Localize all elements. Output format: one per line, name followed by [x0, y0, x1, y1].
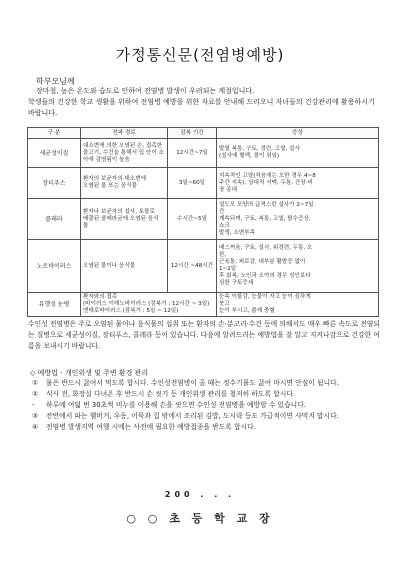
section-heading: ◇ 예방법 - 개인위생 및 주변 환경 관리	[30, 369, 149, 377]
transmission-route	[81, 139, 168, 168]
item-number: ②	[32, 390, 39, 398]
item-text: 식사 전, 화장실 다녀온 후 반드시 손 씻기 등 개인위생 관리를 철저히 하도록 합시다.	[46, 390, 296, 398]
intro-paragraph	[28, 86, 378, 119]
summary-paragraph: 수인성 전염병은 주로 오염된 물이나 음식물의 섭취 또는 환자의 손·분고리·수건 등에 의해서도 매우 빠른 속도로 전염되는 질병으로 세균성이질, 장티푸스, 콜레라 등이 있습니다. 다음에 알려드리는 예방법을 잘 알고 지켜나감으로 건강한 여름을 보내시기 바랍니다.	[28, 320, 380, 350]
symptom-line: 설도모 모양의 급격스런 설사가 2~7일	[219, 201, 314, 208]
header-route: 전파 경로	[81, 128, 168, 139]
table-row	[28, 139, 379, 168]
header-category: 구 분	[28, 128, 81, 139]
route-line: 물	[83, 222, 89, 229]
symptom-line: 발열 복통, 구토, 경련, 고열, 설사	[219, 146, 300, 152]
table-row	[28, 199, 379, 240]
salutation: 학부모님께	[36, 77, 75, 86]
route-line: 환자의 보균자의 대소변에	[83, 176, 146, 182]
transmission-route	[81, 199, 168, 240]
list-item	[30, 422, 380, 433]
table-row	[28, 168, 379, 199]
item-number: -	[32, 401, 35, 409]
incubation-period: 3일~60일	[168, 168, 217, 199]
symptoms	[217, 199, 379, 240]
symptom-line: 근육통, 피로감, 대부분 활발증 없이	[219, 259, 306, 265]
symptom-line: 붓고	[219, 301, 230, 307]
symptom-line: (설사에 혈액, 점이 섞임)	[219, 153, 280, 159]
symptom-line: 눈이 부시고, 붉게 충혈	[219, 308, 275, 314]
page-title: 가정통신문(전염병예방)	[115, 46, 285, 64]
symptoms	[217, 139, 379, 168]
route-line: 환자나 보균자의 설사, 토물로	[83, 208, 155, 215]
route-line: 환자와의 접촉	[83, 294, 118, 300]
route-line: 엔테로바이러스 (잠복기 : 5일 ~ 12일)	[83, 308, 179, 314]
incubation-period: 12시간 ~48시간	[168, 240, 217, 293]
symptom-line: 심한 구토증세	[219, 280, 254, 286]
disease-name: 노로바이러스	[28, 240, 81, 293]
prevention-list	[30, 378, 380, 433]
route-line: 배출된 콜레라균에 오염된 음식	[83, 215, 159, 222]
intro-line-2: 학생들의 건강한 학교 생활을 위하여 전염병 예방을 위한 자료를 안내해 드리오니 자녀들의 건강관리에 활용하시기 바랍니다.	[28, 98, 375, 117]
incubation-period: 수시간~5일	[168, 199, 217, 240]
header-period: 잠복 기간	[168, 128, 217, 139]
disease-name: 유행성 눈병	[28, 293, 81, 317]
table-row	[28, 293, 379, 317]
symptom-line: 지속적인 고열(처음에는 오한 경우 4~8	[219, 172, 316, 179]
route-line: (바이러스 이데노바이러스 (잠복기 : 12시간 ~ 3일)	[83, 301, 210, 307]
symptoms	[217, 293, 379, 317]
list-item	[30, 378, 380, 389]
list-item	[30, 411, 380, 422]
item-text: 잔반에서 파는 햄버거, 우동, 어묵과 집 밖에서 조리된 김밥, 도시락 등도 가급적이면 사먹지 맙시다.	[46, 412, 339, 420]
school-signature: ○ ○ 초 등 학 교 장	[126, 512, 274, 525]
disease-name: 장티푸스	[28, 168, 81, 199]
item-number: ④	[32, 423, 39, 431]
list-item	[30, 389, 380, 400]
item-number: ①	[32, 379, 39, 387]
disease-name: 콜레라	[28, 199, 81, 240]
disease-name: 세균성이질	[28, 139, 81, 168]
symptoms	[217, 240, 379, 293]
issue-date: 200 . . .	[164, 490, 236, 499]
symptom-line: 눈속 이물감, 눈물이 자고 눈이 심하게	[219, 294, 311, 300]
route-line: 오염된 물 또는 음식물	[83, 183, 137, 189]
transmission-route	[81, 240, 168, 293]
symptom-line: 한,	[219, 252, 227, 258]
route-line: 오염된 물이나 음식물	[83, 262, 136, 269]
symptoms	[217, 168, 379, 199]
item-text: 하루에 여덟 번 30초씩 비누를 이용해 손을 씻으면 수인성 전염병을 예방할 수 있습니다.	[46, 401, 306, 409]
disease-table	[27, 127, 379, 317]
symptom-line: 후 회복, 노인과 소아의 경우 심인보다	[219, 273, 311, 279]
item-text: 전염병 발생지역 여행 시에는 사전에 필요한 예방접종을 받도록 합시다.	[46, 423, 256, 431]
transmission-route	[81, 293, 217, 317]
symptom-line: 장 종대	[219, 186, 237, 193]
intro-line-1: 장마철, 높은 온도와 습도로 인하여 전염병 발생이 우려되는 계절입니다.	[36, 87, 255, 95]
table-header-row	[28, 128, 379, 139]
incubation-period: 12시간~7일	[168, 139, 217, 168]
item-number: ③	[32, 412, 39, 420]
symptom-line: 주간 지속), 상대적 서맥, 두통, 간장·비	[219, 179, 313, 186]
item-text: 물은 반드시 끓여서 먹도록 합시다. 수인성전염병이 올 때는 정수기물도 끓여 마시면 안심이 됩니다.	[46, 379, 339, 387]
list-item	[30, 400, 380, 411]
symptom-line: 1~2일	[219, 266, 237, 272]
symptom-line: 발생, 소변부족	[219, 229, 255, 236]
header-symptoms: 증상	[217, 128, 379, 139]
symptom-line: 메스꺼움, 구토, 설사, 위경련, 두통, 오	[219, 245, 313, 251]
symptom-line: 간	[219, 208, 225, 215]
table-row	[28, 240, 379, 293]
route-line: 대소변에 의한 오염된 손, 접촉한 물고기, 수건을 통해서 입 안이 소아에 감염됨이 높음	[83, 142, 164, 163]
symptom-line: 쇼크	[219, 222, 230, 229]
symptom-line: 계속되며, 구토, 복통, 고열, 탈수증상,	[219, 215, 311, 222]
transmission-route	[81, 168, 168, 199]
